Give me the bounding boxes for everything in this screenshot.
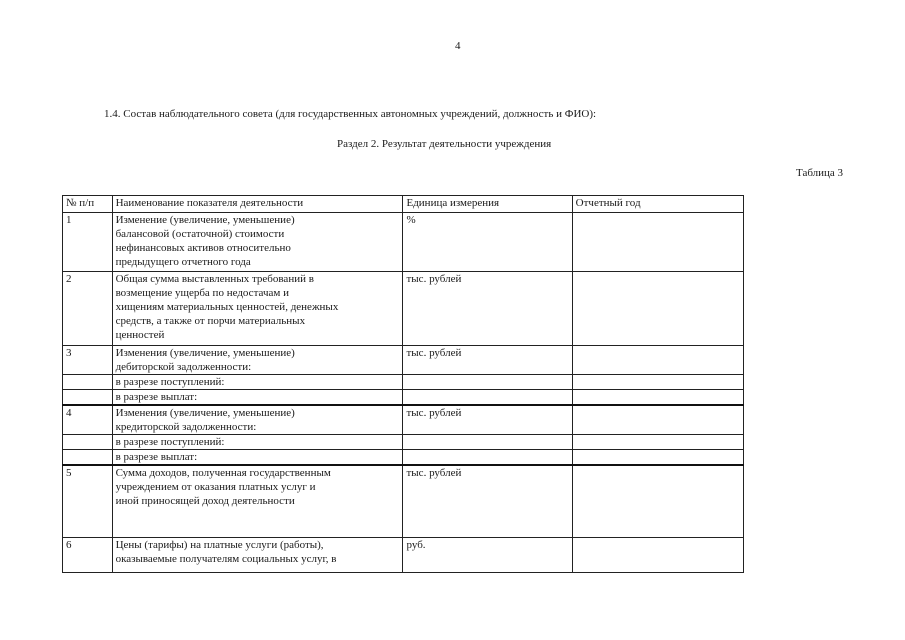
subrow-num: [63, 435, 113, 450]
row-num: 4: [63, 405, 113, 435]
table-row: [63, 405, 744, 435]
row-num: 5: [63, 465, 113, 538]
subrow-year-value[interactable]: [572, 390, 743, 406]
header-unit: Единица измерения: [403, 196, 572, 213]
row-unit: тыс. рублей: [403, 405, 572, 435]
row-year-value[interactable]: [572, 465, 743, 538]
header-year: Отчетный год: [572, 196, 743, 213]
row-name-text: Цены (тарифы) на платные услуги (работы), оказываемые получателям социальных услуг, в: [115, 539, 337, 565]
table-row: [63, 538, 744, 573]
row-unit: тыс. рублей: [403, 272, 572, 346]
subrow-num: [63, 390, 113, 406]
section-title: Раздел 2. Результат деятельности учреждения: [337, 138, 552, 150]
subrow-year-value[interactable]: [572, 450, 743, 466]
row-year-value[interactable]: [572, 405, 743, 435]
table-row: [63, 272, 744, 346]
subrow-unit: [403, 375, 572, 390]
table-subrow: [63, 450, 744, 466]
subrow-year-value[interactable]: [572, 375, 743, 390]
subrow-year-value[interactable]: [572, 435, 743, 450]
row-year-value[interactable]: [572, 213, 743, 272]
row-name-text: Изменения (увеличение, уменьшение) дебиторской задолженности:: [115, 347, 295, 373]
table-row: [63, 346, 744, 375]
subrow-num: [63, 375, 113, 390]
row-name: [112, 465, 403, 538]
table-header-row: [63, 196, 744, 213]
row-unit: руб.: [403, 538, 572, 573]
row-name-text: Сумма доходов, полученная государственным учреждением от оказания платных услуг и иной приносящей доход деятельности: [115, 467, 331, 507]
row-name: [112, 272, 403, 346]
header-name: Наименование показателя деятельности: [112, 196, 403, 213]
section-item-heading: 1.4. Состав наблюдательного совета (для государственных автономных учреждений, должность и ФИО):: [104, 108, 597, 120]
row-name: [112, 538, 403, 573]
row-name: [112, 346, 403, 375]
header-num: № п/п: [63, 196, 113, 213]
subrow-num: [63, 450, 113, 466]
row-unit: %: [403, 213, 572, 272]
table-caption: Таблица 3: [796, 167, 844, 179]
row-name: [112, 405, 403, 435]
subrow-name: в разрезе поступлений:: [112, 375, 403, 390]
table-subrow: [63, 390, 744, 406]
row-num: 3: [63, 346, 113, 375]
subrow-unit: [403, 450, 572, 466]
row-year-value[interactable]: [572, 272, 743, 346]
table-subrow: [63, 435, 744, 450]
subrow-name: в разрезе выплат:: [112, 450, 403, 466]
row-name: [112, 213, 403, 272]
subrow-unit: [403, 390, 572, 406]
subrow-name: в разрезе поступлений:: [112, 435, 403, 450]
subrow-unit: [403, 435, 572, 450]
row-unit: тыс. рублей: [403, 346, 572, 375]
table-row: [63, 465, 744, 538]
row-num: 2: [63, 272, 113, 346]
row-name-text: Общая сумма выставленных требований в возмещение ущерба по недостачам и хищениям материальных ценностей, денежных средств, а также от порчи материальных ценностей: [115, 273, 339, 341]
row-name-text: Изменения (увеличение, уменьшение) кредиторской задолженности:: [115, 407, 295, 433]
row-num: 1: [63, 213, 113, 272]
page-number: 4: [455, 40, 461, 52]
row-num: 6: [63, 538, 113, 573]
subrow-name: в разрезе выплат:: [112, 390, 403, 406]
row-year-value[interactable]: [572, 346, 743, 375]
row-name-text: Изменение (увеличение, уменьшение) балансовой (остаточной) стоимости нефинансовых активов относительно предыдущего отчетного года: [115, 214, 295, 268]
table-row: [63, 213, 744, 272]
row-unit: тыс. рублей: [403, 465, 572, 538]
row-year-value[interactable]: [572, 538, 743, 573]
table-subrow: [63, 375, 744, 390]
performance-table: [62, 195, 744, 573]
